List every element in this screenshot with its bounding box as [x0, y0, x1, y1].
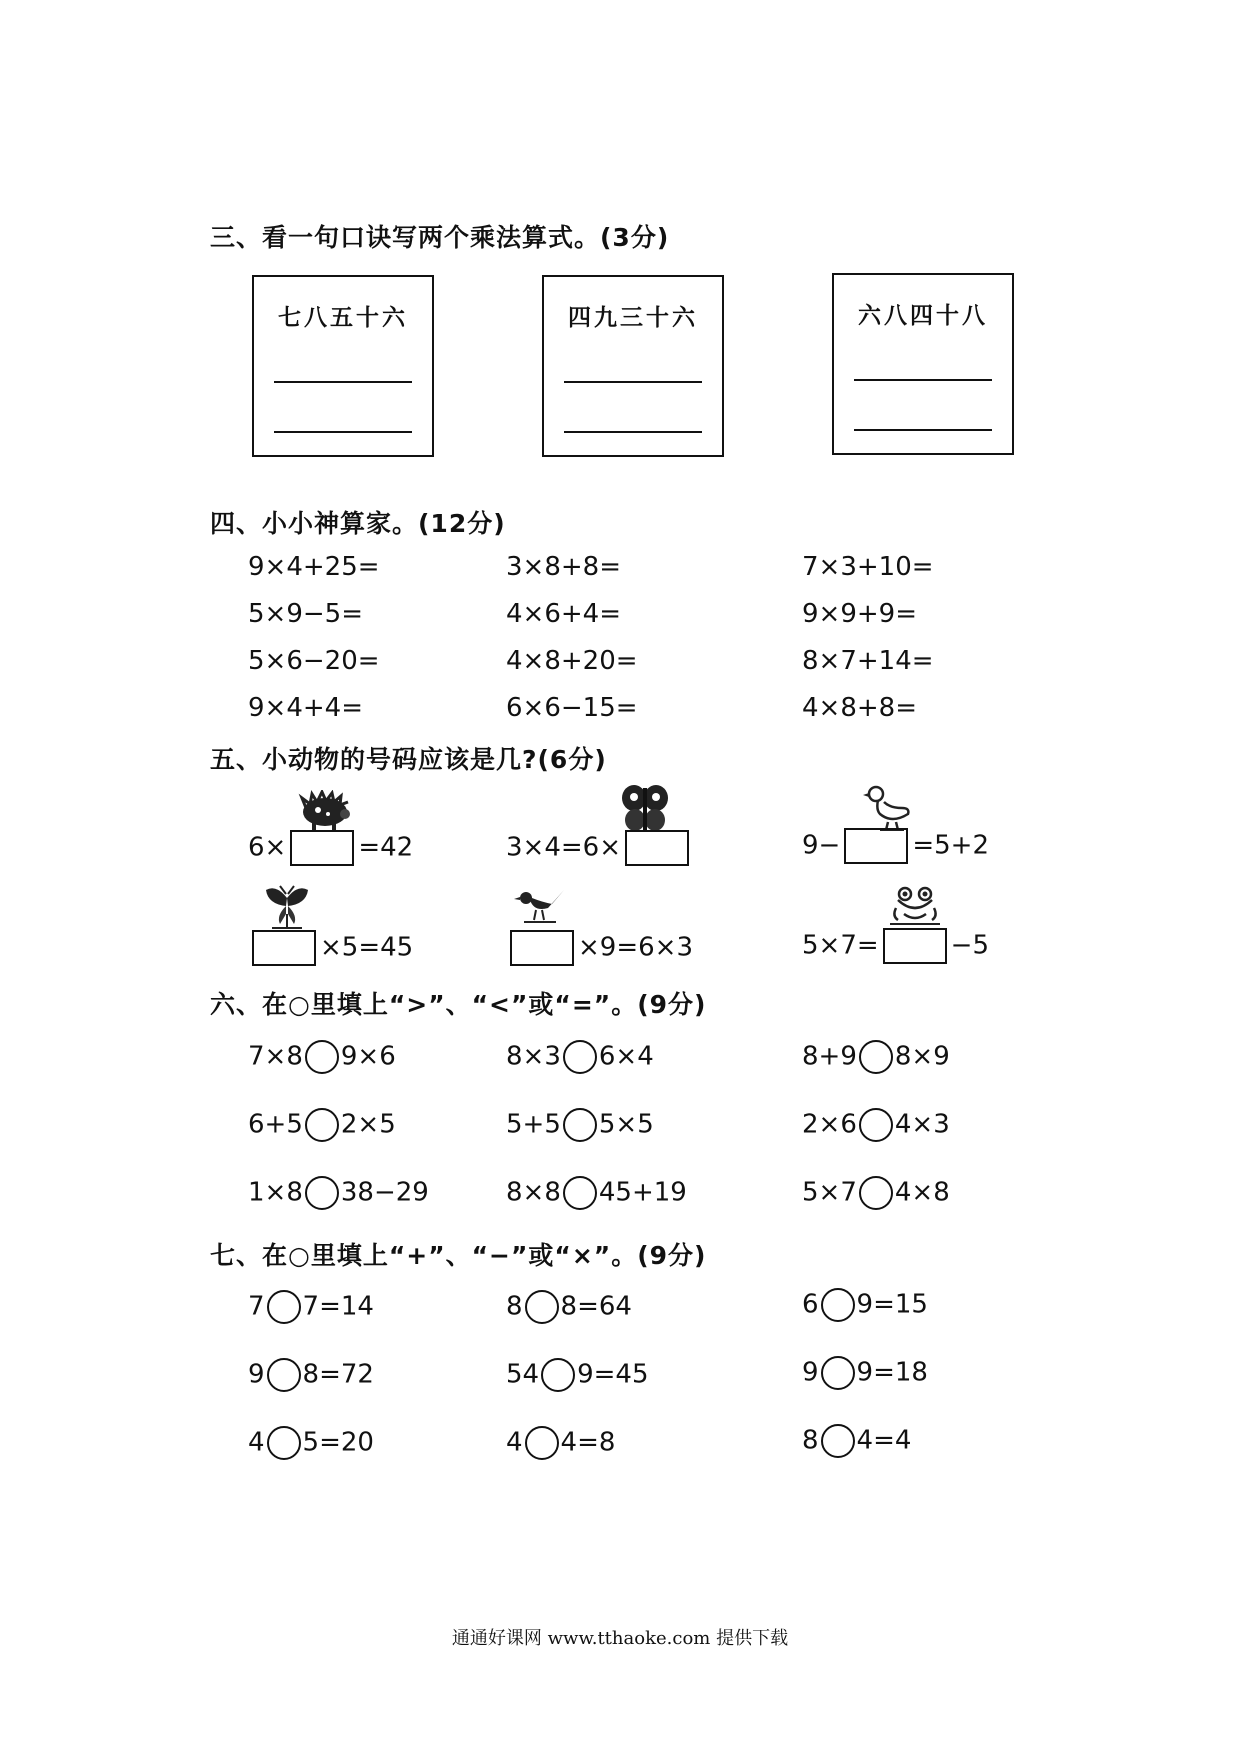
right-expr: 9×6: [340, 1041, 396, 1072]
operator-item: [506, 1426, 615, 1460]
answer-circle[interactable]: [859, 1040, 893, 1074]
rhyme-box-3: [832, 273, 1014, 455]
eq-post: =5+2: [912, 830, 989, 861]
compare-item: [802, 1176, 950, 1210]
answer-circle[interactable]: [305, 1176, 339, 1210]
right-expr: 8=72: [302, 1359, 374, 1390]
right-expr: 45+19: [598, 1177, 687, 1208]
rhyme-box-2: [542, 275, 724, 457]
right-expr: 4×3: [894, 1109, 950, 1140]
left-number: 4: [248, 1427, 265, 1458]
answer-circle[interactable]: [305, 1108, 339, 1142]
rhyme-text: 七八五十六: [278, 305, 408, 331]
animal-equation: [248, 830, 413, 866]
left-number: 54: [506, 1359, 540, 1390]
compare-item: [802, 1040, 950, 1074]
operator-item: [802, 1424, 911, 1458]
operator-item: [506, 1358, 649, 1392]
operator-item: [506, 1290, 632, 1324]
rhyme-text: 六八四十八: [858, 303, 988, 329]
eq-post: −5: [950, 930, 989, 961]
left-expr: 6+5: [248, 1109, 303, 1140]
eq-post: ×5=45: [320, 932, 414, 963]
answer-line[interactable]: [564, 431, 702, 433]
calc-item: 3×8+8=: [506, 552, 621, 582]
answer-line[interactable]: [854, 429, 992, 431]
operator-circle[interactable]: [525, 1290, 559, 1324]
operator-circle[interactable]: [267, 1290, 301, 1324]
calc-item: 9×4+4=: [248, 693, 363, 723]
animal-equation: [506, 830, 693, 866]
left-number: 8: [802, 1425, 819, 1456]
compare-item: [248, 1176, 429, 1210]
operator-circle[interactable]: [525, 1426, 559, 1460]
operator-item: [248, 1426, 374, 1460]
hedgehog-icon: [298, 790, 354, 832]
calc-item: 6×6−15=: [506, 693, 638, 723]
right-expr: 8×9: [894, 1041, 950, 1072]
answer-circle[interactable]: [305, 1040, 339, 1074]
left-expr: 5+5: [506, 1109, 561, 1140]
eq-pre: 5×7=: [802, 930, 879, 961]
answer-circle[interactable]: [563, 1108, 597, 1142]
calc-item: 5×6−20=: [248, 646, 380, 676]
operator-circle[interactable]: [821, 1288, 855, 1322]
left-number: 6: [802, 1289, 819, 1320]
calc-item: 4×8+8=: [802, 693, 917, 723]
answer-box[interactable]: [625, 830, 689, 866]
operator-circle[interactable]: [821, 1424, 855, 1458]
answer-line[interactable]: [564, 381, 702, 383]
operator-item: [802, 1288, 928, 1322]
operator-circle[interactable]: [541, 1358, 575, 1392]
left-expr: 7×8: [248, 1041, 303, 1072]
calc-item: 9×9+9=: [802, 599, 917, 629]
right-expr: 4=8: [560, 1427, 616, 1458]
left-expr: 8×8: [506, 1177, 561, 1208]
right-expr: 5=20: [302, 1427, 374, 1458]
answer-circle[interactable]: [563, 1040, 597, 1074]
eq-post: =42: [358, 832, 414, 863]
animal-equation: [802, 928, 989, 964]
calc-item: 8×7+14=: [802, 646, 934, 676]
footer-credit: 通通好课网 www.tthaoke.com 提供下载: [451, 1628, 789, 1649]
right-expr: 4×8: [894, 1177, 950, 1208]
right-expr: 4=4: [856, 1425, 912, 1456]
compare-item: [248, 1108, 396, 1142]
left-expr: 8+9: [802, 1041, 857, 1072]
calc-item: 4×6+4=: [506, 599, 621, 629]
eq-post: ×9=6×3: [578, 932, 693, 963]
operator-item: [802, 1356, 928, 1390]
eq-pre: 9−: [802, 830, 841, 861]
calc-item: 4×8+20=: [506, 646, 638, 676]
section-5-title: 五、小动物的号码应该是几?(6分): [210, 745, 607, 774]
section-7-title: 七、在○里填上“+”、“−”或“×”。(9分): [210, 1241, 707, 1270]
left-expr: 8×3: [506, 1041, 561, 1072]
left-number: 9: [248, 1359, 265, 1390]
operator-circle[interactable]: [267, 1358, 301, 1392]
compare-item: [248, 1040, 396, 1074]
left-number: 7: [248, 1291, 265, 1322]
left-expr: 1×8: [248, 1177, 303, 1208]
right-expr: 2×5: [340, 1109, 396, 1140]
operator-item: [248, 1290, 374, 1324]
answer-box[interactable]: [883, 928, 947, 964]
answer-box[interactable]: [844, 828, 908, 864]
animal-equation: [802, 828, 989, 864]
right-expr: 5×5: [598, 1109, 654, 1140]
butterfly-icon: [620, 782, 670, 834]
right-expr: 9=18: [856, 1357, 928, 1388]
eq-pre: 6×: [248, 832, 287, 863]
animal-equation: [506, 930, 693, 966]
right-expr: 7=14: [302, 1291, 374, 1322]
animal-equation: [248, 930, 413, 966]
answer-box[interactable]: [252, 930, 316, 966]
compare-item: [506, 1108, 654, 1142]
compare-item: [506, 1176, 687, 1210]
answer-circle[interactable]: [859, 1176, 893, 1210]
left-expr: 5×7: [802, 1177, 857, 1208]
frog-icon: [888, 886, 942, 926]
operator-circle[interactable]: [821, 1356, 855, 1390]
right-expr: 6×4: [598, 1041, 654, 1072]
right-expr: 9=15: [856, 1289, 928, 1320]
answer-line[interactable]: [274, 431, 412, 433]
calc-item: 9×4+25=: [248, 552, 380, 582]
moth-icon: [262, 884, 312, 930]
eq-pre: 3×4=6×: [506, 832, 621, 863]
operator-circle[interactable]: [267, 1426, 301, 1460]
answer-line[interactable]: [274, 381, 412, 383]
compare-item: [802, 1108, 950, 1142]
answer-box[interactable]: [510, 930, 574, 966]
left-number: 9: [802, 1357, 819, 1388]
operator-item: [248, 1358, 374, 1392]
section-4-title: 四、小小神算家。(12分): [210, 509, 506, 538]
calc-item: 5×9−5=: [248, 599, 363, 629]
duck-icon: [862, 784, 914, 832]
right-expr: 38−29: [340, 1177, 429, 1208]
left-number: 4: [506, 1427, 523, 1458]
answer-circle[interactable]: [563, 1176, 597, 1210]
rhyme-box-1: [252, 275, 434, 457]
left-expr: 2×6: [802, 1109, 857, 1140]
right-expr: 8=64: [560, 1291, 632, 1322]
left-number: 8: [506, 1291, 523, 1322]
answer-box[interactable]: [290, 830, 354, 866]
answer-circle[interactable]: [859, 1108, 893, 1142]
section-6-title: 六、在○里填上“>”、“<”或“=”。(9分): [210, 990, 707, 1019]
answer-line[interactable]: [854, 379, 992, 381]
section-3-title: 三、看一句口诀写两个乘法算式。(3分): [210, 223, 670, 252]
calc-item: 7×3+10=: [802, 552, 934, 582]
right-expr: 9=45: [577, 1359, 649, 1390]
compare-item: [506, 1040, 654, 1074]
rhyme-text: 四九三十六: [568, 305, 698, 331]
bird-icon: [512, 886, 568, 930]
